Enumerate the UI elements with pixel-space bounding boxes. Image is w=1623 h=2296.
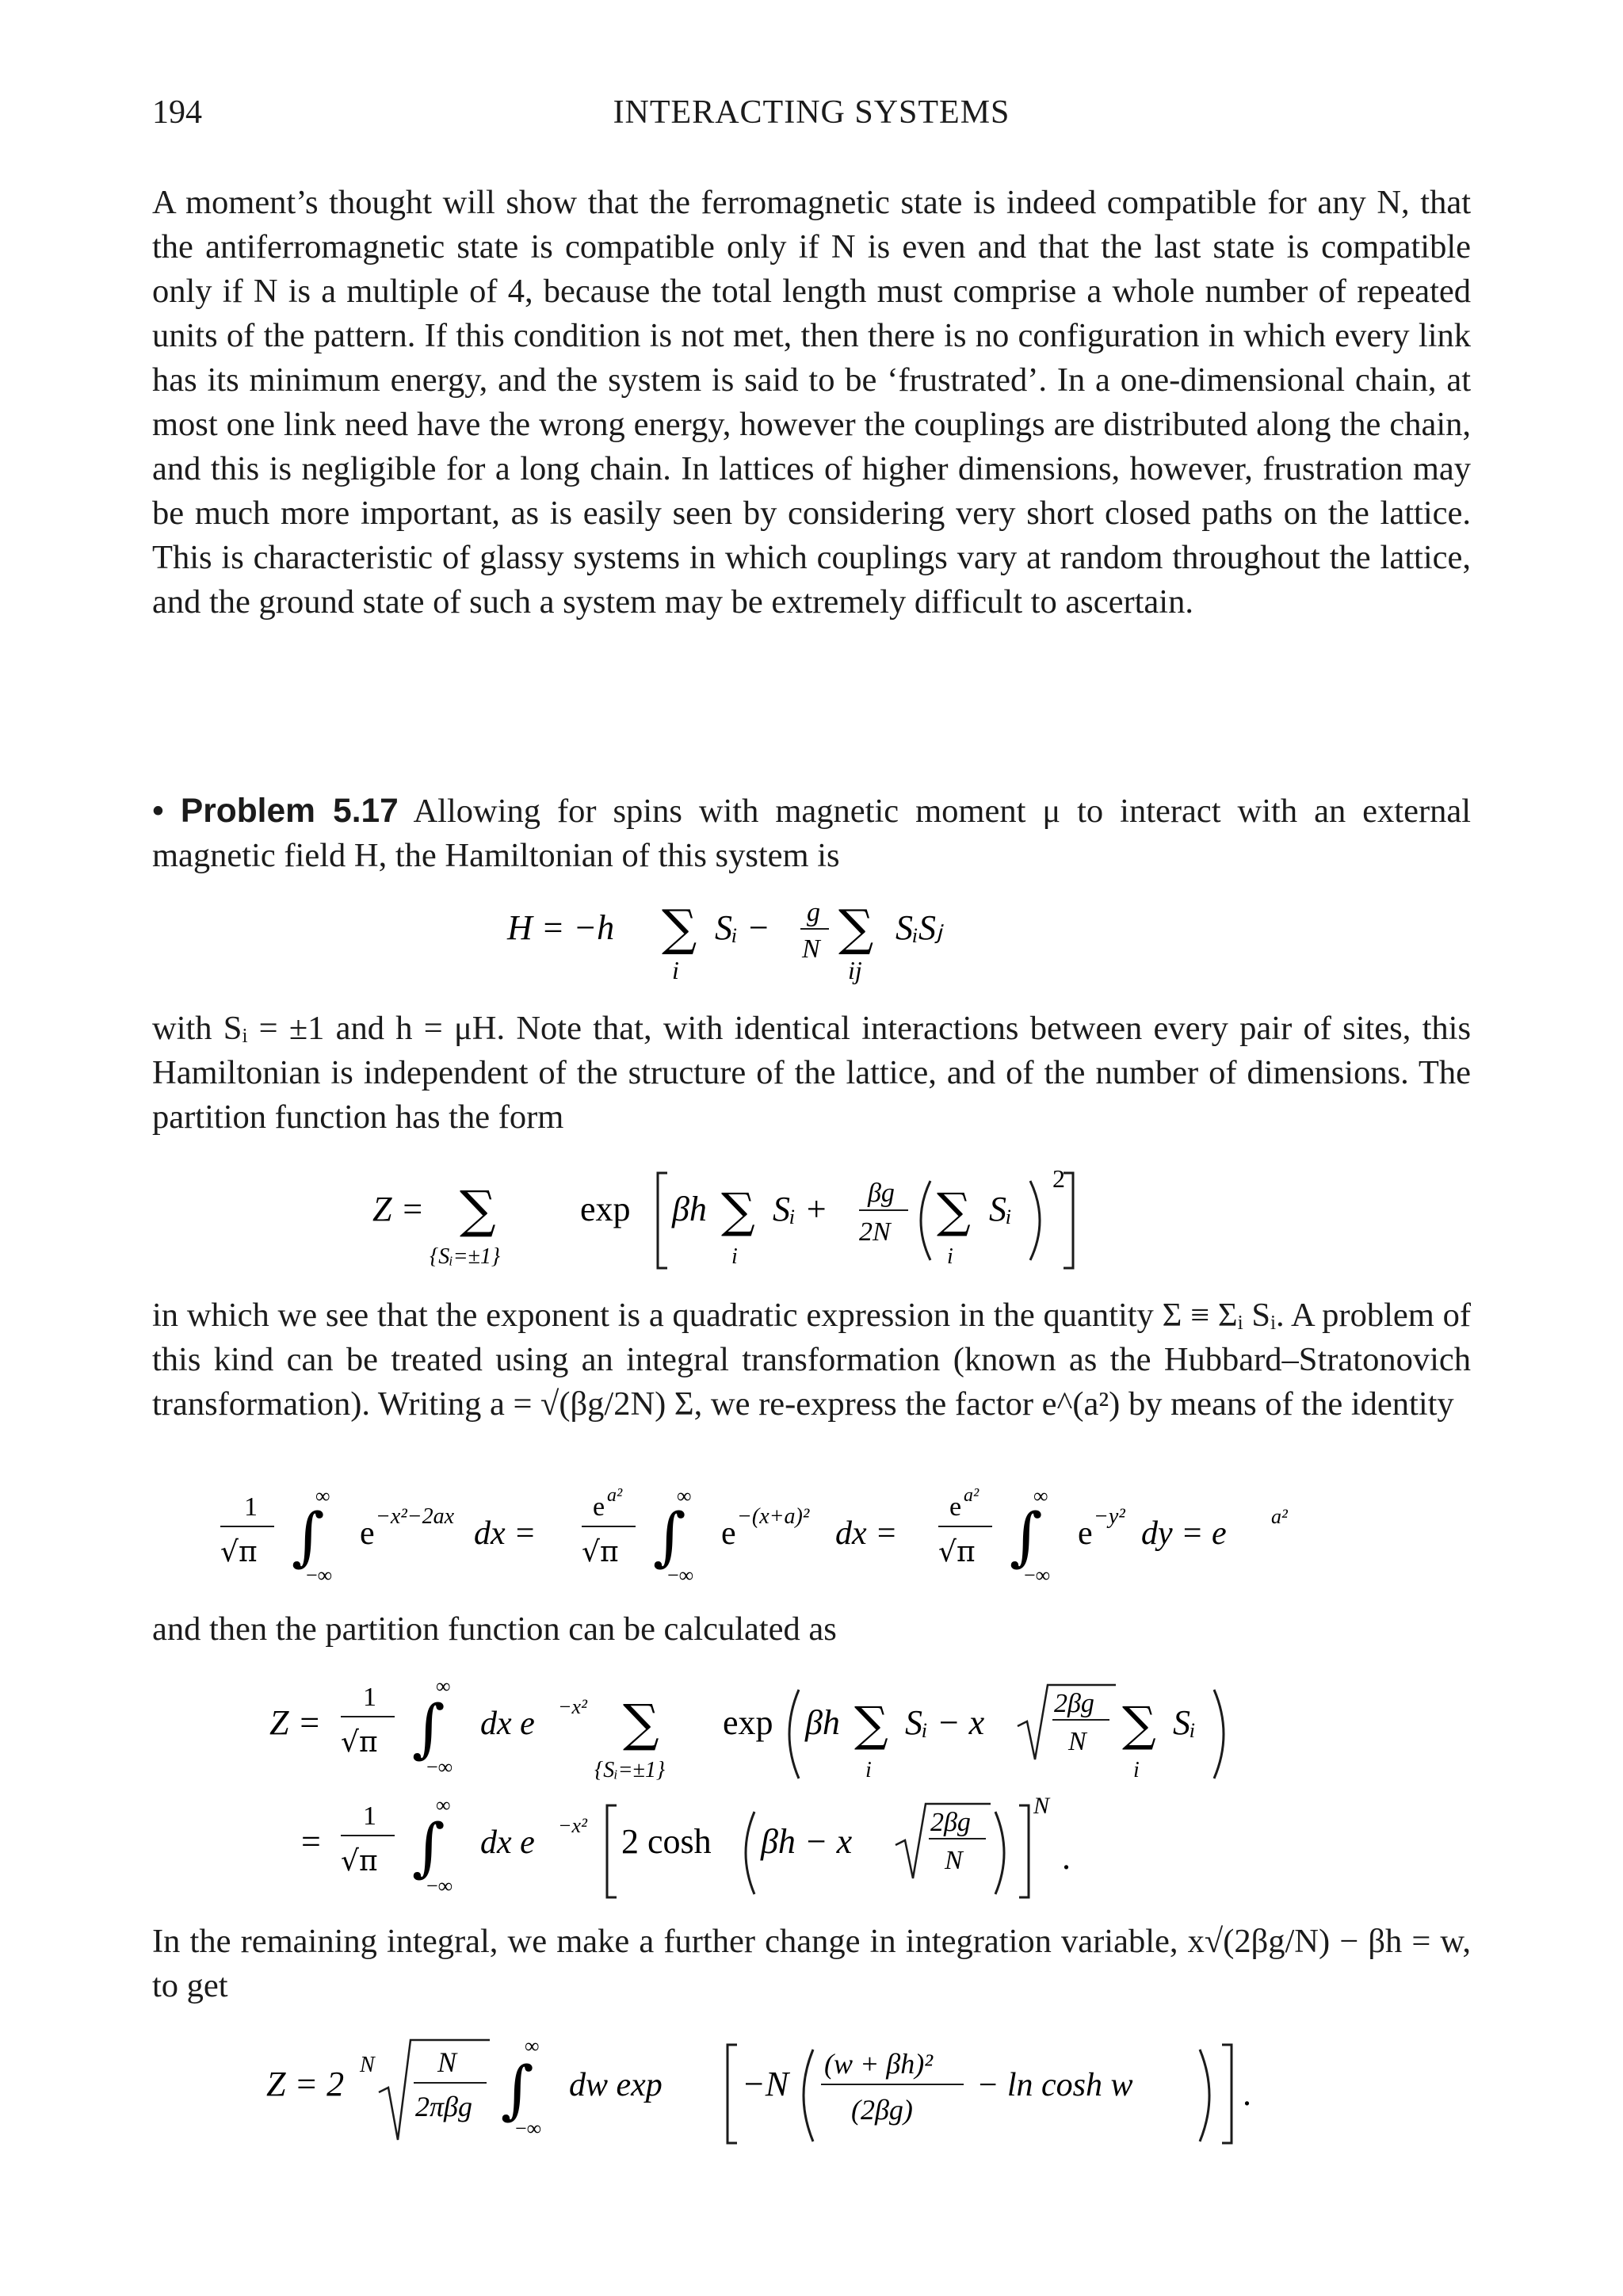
zcalc2-svg <box>269 1790 1141 1908</box>
zc2-power: N <box>1033 1793 1050 1819</box>
zc2-left-bracket <box>607 1805 617 1897</box>
equation-partition-function <box>372 1165 1165 1284</box>
ham-term2: SᵢSⱼ <box>896 908 942 947</box>
fin-den: (2βg) <box>851 2094 913 2126</box>
pf-sum-sub: {Sᵢ=±1} <box>430 1244 501 1269</box>
running-head: INTERACTING SYSTEMS <box>613 94 1010 131</box>
zc1-sup: −x² <box>558 1695 587 1718</box>
final-svg <box>266 2029 1296 2156</box>
equation-gaussian-identity <box>212 1482 1322 1601</box>
zc1-dx-e: dx e <box>480 1706 535 1742</box>
fin-minus-n: −N <box>742 2065 789 2103</box>
integral-sign-6: ∫ <box>501 2053 534 2126</box>
fin-num: (w + βh)² <box>824 2048 934 2080</box>
integral-sign-3: ∫ <box>1010 1499 1043 1573</box>
id-integrand-1-sup: −x²−2ax <box>376 1504 455 1529</box>
paragraph-frustration: A moment’s thought will show that the ferromagnetic state is indeed compatible for any N, that the antiferromagnetic state is compatible only if N is even and that the last state is compatible only if N is a multiple of 4, because the total length must comprise a whole number of repeated units of the pattern. If this condition is not met, then there is no configuration in which every link has its minimum energy, and the system is said to be ‘frustrated’. In a one-dimensional chain, at most one link need have the wrong energy, however the couplings are distributed along the chain, and this is negligible for a long chain. In lattices of higher dimensions, however, frustration may be much more important, as is easily seen by considering very short closed paths on the lattice. This is characteristic of glassy systems in which couplings vary at random throughout the lattice, and the ground state of such a system may be extremely difficult to ascertain. <box>152 184 1471 621</box>
ham-lhs: H = −h <box>507 908 615 947</box>
equation-z-calc-1 <box>269 1671 1300 1790</box>
integral-sign-2: ∫ <box>653 1499 686 1573</box>
bullet-icon: • <box>152 793 164 830</box>
zc2-lower: −∞ <box>426 1874 453 1897</box>
fin-ln-cosh: − ln cosh w <box>976 2067 1133 2103</box>
ham-frac-den: N <box>802 934 820 964</box>
left-paren <box>921 1181 930 1260</box>
zc1-upper: ∞ <box>436 1675 451 1698</box>
id-one: 1 <box>244 1492 258 1522</box>
id-ea2-sup-2: a² <box>964 1485 980 1506</box>
partition-svg <box>372 1165 1165 1284</box>
integral-sign-5: ∫ <box>412 1810 445 1884</box>
fin-upper: ∞ <box>525 2034 540 2057</box>
zc2-frac-num: 2βg <box>930 1808 971 1837</box>
fin-right-bracket <box>1222 2045 1232 2143</box>
zc1-frac-den: N <box>1068 1727 1086 1756</box>
zc2-beta-h: βh − x <box>761 1822 853 1861</box>
id-sqrt-pi-3: √π <box>938 1536 976 1568</box>
sum-sub-ij: ij <box>848 956 862 984</box>
equation-final <box>266 2029 1296 2156</box>
fin-frac-num: N <box>437 2046 457 2078</box>
page-header <box>152 94 1471 141</box>
sum-symbol-7: ∑ <box>854 1697 888 1752</box>
pf-lhs: Z = <box>372 1190 425 1228</box>
pf-s-i: Sᵢ + <box>773 1190 828 1228</box>
sum-symbol-3: ∑ <box>460 1181 496 1240</box>
paragraph-hamiltonian-note: with Sᵢ = ±1 and h = μH. Note that, with identical interactions between every pair of sites, this Hamiltonian is independent of the structure of the lattice, and of the number of dimensions. The partition function has the form <box>152 1010 1471 1136</box>
ham-term1: Sᵢ − <box>715 908 770 947</box>
fin-lhs: Z = 2 <box>266 2065 345 2103</box>
zc1-s-i: Sᵢ <box>1173 1703 1196 1742</box>
zcalc1-svg <box>269 1671 1300 1790</box>
pf-exp: exp <box>580 1190 631 1228</box>
zc1-frac-num: 2βg <box>1054 1689 1094 1718</box>
equation-hamiltonian <box>507 896 1109 983</box>
zc2-sqrt-pi: √π <box>341 1845 378 1878</box>
id-lower-1: −∞ <box>306 1564 333 1587</box>
zc2-right-paren <box>995 1812 1004 1894</box>
id-integrand-2-sup: −(x+a)² <box>737 1504 810 1529</box>
paragraph-hubbard-stratonovich: in which we see that the exponent is a quadratic expression in the quantity Σ ≡ Σᵢ Sᵢ. A problem of this kind can be treated using an integral transformation (known as the Hubbard–Stratonovich transformation). Writing a = √(βg/2N) Σ, we re-express the factor e^(a²) by means of the identity <box>152 1297 1471 1423</box>
zc1-left-paren <box>789 1690 799 1778</box>
id-dy-end: dy = e <box>1141 1515 1227 1552</box>
pf-sub-i-2: i <box>947 1244 953 1269</box>
fin-dw-exp: dw exp <box>569 2067 663 2103</box>
zc2-cosh: 2 cosh <box>621 1822 712 1861</box>
zc2-frac-den: N <box>945 1846 963 1875</box>
sum-symbol-4: ∑ <box>721 1183 755 1239</box>
zc2-sup: −x² <box>558 1814 587 1837</box>
id-ea2-1: e <box>593 1492 605 1522</box>
page-number: 194 <box>152 94 202 131</box>
pf-frac-num: βg <box>868 1179 895 1208</box>
zc2-end: . <box>1062 1838 1071 1877</box>
fin-lower: −∞ <box>515 2117 542 2140</box>
sum-symbol-8: ∑ <box>1122 1697 1156 1752</box>
zc2-upper: ∞ <box>436 1794 451 1817</box>
zc1-one: 1 <box>363 1683 376 1712</box>
zc2-one: 1 <box>363 1801 376 1831</box>
zc2-right-bracket <box>1019 1805 1029 1897</box>
id-integrand-2: e <box>721 1515 736 1552</box>
pf-inner-s: Sᵢ <box>989 1190 1012 1228</box>
zc1-right-paren <box>1214 1690 1224 1778</box>
integral-sign-4: ∫ <box>412 1691 445 1765</box>
id-upper-3: ∞ <box>1033 1484 1048 1507</box>
id-lower-2: −∞ <box>667 1564 694 1587</box>
sum-symbol-2: ∑ <box>838 899 874 957</box>
pf-frac-den: 2N <box>859 1217 891 1247</box>
id-integrand-1: e <box>360 1515 375 1552</box>
zc2-dx-e: dx e <box>480 1824 535 1861</box>
id-lower-3: −∞ <box>1024 1564 1051 1587</box>
zc1-sum-sub: {Sᵢ=±1} <box>594 1758 666 1782</box>
left-bracket <box>658 1173 667 1268</box>
id-dx-1: dx = <box>474 1515 537 1552</box>
zc2-eq: = <box>301 1822 321 1861</box>
problem-label: Problem 5.17 <box>180 793 399 830</box>
hamiltonian-svg <box>507 896 1109 983</box>
pf-beta-h: βh <box>672 1190 707 1228</box>
id-upper-2: ∞ <box>677 1484 692 1507</box>
pf-power: 2 <box>1052 1164 1065 1193</box>
right-paren <box>1030 1181 1040 1260</box>
ham-frac-num: g <box>807 898 820 927</box>
id-ea2-2: e <box>949 1492 962 1522</box>
id-ea2-sup-1: a² <box>607 1485 623 1506</box>
fin-left-bracket <box>727 2045 737 2143</box>
sum-sub-i: i <box>672 956 679 984</box>
sum-symbol-5: ∑ <box>937 1183 971 1239</box>
id-dx-2: dx = <box>835 1515 898 1552</box>
zc1-sub-i-1: i <box>865 1758 872 1782</box>
fin-sup-n: N <box>360 2053 375 2077</box>
pf-sub-i-1: i <box>731 1244 738 1269</box>
identity-svg <box>212 1482 1322 1601</box>
zc2-left-paren <box>746 1812 754 1894</box>
zc1-exp: exp <box>723 1703 773 1742</box>
id-sqrt-pi-1: √π <box>220 1536 258 1568</box>
paragraph-partition-calc: and then the partition function can be calculated as <box>152 1610 837 1648</box>
id-upper-1: ∞ <box>315 1484 330 1507</box>
fin-left-paren <box>804 2050 813 2141</box>
id-integrand-3: e <box>1078 1515 1093 1552</box>
id-end-sup: a² <box>1271 1505 1288 1528</box>
fin-end: . <box>1243 2074 1251 2113</box>
id-integrand-3-sup: −y² <box>1094 1504 1125 1529</box>
zc1-lower: −∞ <box>426 1755 453 1778</box>
zc1-sub-i-2: i <box>1133 1758 1140 1782</box>
sum-symbol-1: ∑ <box>662 899 697 957</box>
zc1-beta-h: βh <box>805 1703 840 1742</box>
paragraph-change-variable: In the remaining integral, we make a further change in integration variable, x√(2βg/N) − βh = w, to get <box>152 1923 1471 2004</box>
zc1-sqrt-pi: √π <box>341 1726 378 1759</box>
problem-intro: Allowing for spins with magnetic moment μ to interact with an external magnetic field H, the Hamiltonian of this system is <box>152 793 1472 874</box>
id-sqrt-pi-2: √π <box>582 1536 619 1568</box>
fin-sqrt-sign <box>379 2040 490 2140</box>
fin-right-paren <box>1200 2050 1209 2141</box>
problem-statement <box>152 789 1471 878</box>
sum-symbol-6: ∑ <box>623 1694 659 1753</box>
fin-frac-den: 2πβg <box>415 2091 472 2122</box>
integral-sign-1: ∫ <box>292 1499 325 1573</box>
zc1-s-i-minus: Sᵢ − x <box>905 1703 985 1742</box>
equation-z-calc-2 <box>269 1790 1141 1908</box>
zc1-lhs: Z = <box>269 1703 322 1742</box>
